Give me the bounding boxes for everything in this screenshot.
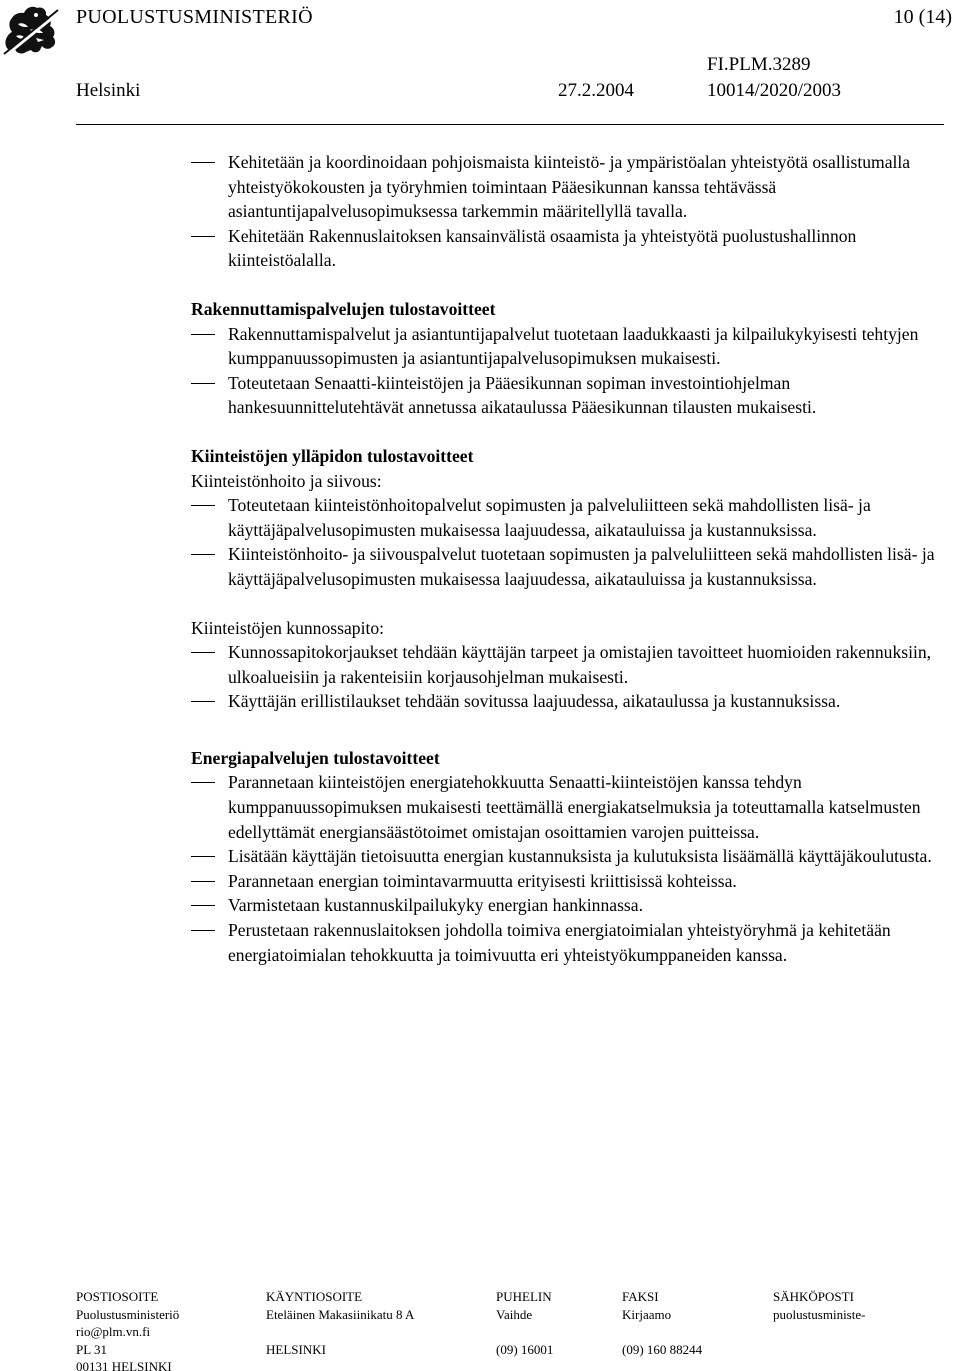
energy-section	[191, 746, 943, 967]
sub-heading: Kiinteistöjen kunnossapito:	[191, 617, 385, 638]
document-number: 10014/2020/2003	[707, 80, 842, 101]
maintenance-section	[191, 444, 943, 714]
footer-label: KÄYNTIOSOITE	[266, 1289, 363, 1304]
list-item: Käyttäjän erillistilaukset tehdään sovitussa laajuudessa, aikataulussa ja kustannuksissa.	[191, 689, 943, 714]
list-item: Toteutetaan Senaatti-kiinteistöjen ja Pääesikunnan sopiman investointiohjelman hankesuunnittelutehtävät annetussa aikataulussa Pääesikunnan tilausten mukaisesti.	[191, 371, 943, 420]
ministry-name: PUOLUSTUSMINISTERIÖ	[76, 6, 313, 28]
page-number: 10 (14)	[893, 6, 952, 28]
intro-list	[191, 150, 943, 273]
sub-heading: Kiinteistönhoito ja siivous:	[191, 470, 382, 491]
list-item: Lisätään käyttäjän tietoisuutta energian kustannuksista ja kulutuksista lisäämällä käyttäjäkoulutusta.	[191, 844, 943, 869]
footer-visiting-address	[266, 1288, 414, 1358]
document-body	[191, 150, 943, 967]
footer-line: Kirjaamo	[622, 1306, 672, 1322]
list-item: Varmistetaan kustannuskilpailukyky energian hankinnassa.	[191, 893, 943, 918]
footer-label: SÄHKÖPOSTI	[773, 1289, 854, 1304]
footer-line: (09) 16001	[496, 1341, 554, 1357]
footer-line: puolustusministe-	[773, 1306, 866, 1322]
section-heading: Energiapalvelujen tulostavoitteet	[191, 747, 440, 768]
footer-fax	[622, 1288, 702, 1358]
spacer	[191, 592, 943, 616]
footer-line: PL 31	[76, 1341, 107, 1357]
footer-line: (09) 160 88244	[622, 1341, 703, 1357]
footer-line: HELSINKI	[266, 1341, 326, 1357]
footer-label: FAKSI	[622, 1289, 659, 1304]
header-divider	[76, 124, 944, 125]
footer-phone	[496, 1288, 553, 1358]
document-reference: FI.PLM.3289	[707, 54, 811, 75]
footer-line: Puolustusministeriö	[76, 1306, 180, 1322]
list-item: Kiinteistönhoito- ja siivouspalvelut tuotetaan sopimusten ja palveluliitteen sekä mahdollisten lisä- ja käyttäjäpalvelusopimusten mukaisessa laajuudessa, aikatauluissa ja kustannuksissa.	[191, 542, 943, 591]
footer-line: Vaihde	[496, 1306, 533, 1322]
list-item: Kehitetään ja koordinoidaan pohjoismaista kiinteistö- ja ympäristöalan yhteistyötä osallistumalla yhteistyökokousten ja työryhmien toimintaan Pääesikunnan kanssa tehtävässä asiantuntijapalvelusopimuksessa tarkemmin määritellyllä tavalla.	[191, 150, 943, 224]
footer-email	[773, 1288, 865, 1323]
section-heading: Rakennuttamispalvelujen tulostavoitteet	[191, 298, 496, 319]
section-heading: Kiinteistöjen ylläpidon tulostavoitteet	[191, 445, 474, 466]
list-item: Perustetaan rakennuslaitoksen johdolla toimiva energiatoimialan yhteistyöryhmä ja kehitetään energiatoimialan tehokkuutta ja toimivuutta eri yhteistyökumppaneiden kanssa.	[191, 918, 943, 967]
footer-label: PUHELIN	[496, 1289, 552, 1304]
list-item: Rakennuttamispalvelut ja asiantuntijapalvelut tuotetaan laadukkaasti ja kilpailukykyisesti tehtyjen kumppanuussopimusten ja asiantuntijapalvelusopimuksen mukaisesti.	[191, 322, 943, 371]
document-date: 27.2.2004	[558, 80, 634, 101]
list-item: Toteutetaan kiinteistönhoitopalvelut sopimusten ja palveluliitteen sekä mahdollisten lisä- ja käyttäjäpalvelusopimusten mukaisessa laajuudessa, aikatauluissa ja kustannuksissa.	[191, 493, 943, 542]
list-item: Kehitetään Rakennuslaitoksen kansainvälistä osaamista ja yhteistyötä puolustushallinnon kiinteistöalalla.	[191, 224, 943, 273]
list-item: Kunnossapitokorjaukset tehdään käyttäjän tarpeet ja omistajien tavoitteet huomioiden rakennuksiin, ulkoalueisiin ja rakenteisiin korjausohjelman mukaisesti.	[191, 640, 943, 689]
document-city: Helsinki	[76, 80, 141, 101]
construction-section	[191, 297, 943, 420]
footer-label: POSTIOSOITE	[76, 1289, 159, 1304]
footer-email-continued: rio@plm.vn.fi	[76, 1324, 151, 1340]
list-item: Parannetaan kiinteistöjen energiatehokkuutta Senaatti-kiinteistöjen kanssa tehdyn kumppanuussopimuksen mukaisesti teettämällä energiakatselmuksia ja toteuttamalla katselmusten edellyttämät energiansäästötoimet omistajan osoittamien varojen puitteissa.	[191, 770, 943, 844]
lion-coat-of-arms-icon	[0, 0, 62, 58]
list-item: Parannetaan energian toimintavarmuutta erityisesti kriittisissä kohteissa.	[191, 869, 943, 894]
footer-line: 00131 HELSINKI	[76, 1359, 172, 1371]
footer-line: Eteläinen Makasiinikatu 8 A	[266, 1306, 415, 1322]
page-footer	[76, 1288, 956, 1371]
